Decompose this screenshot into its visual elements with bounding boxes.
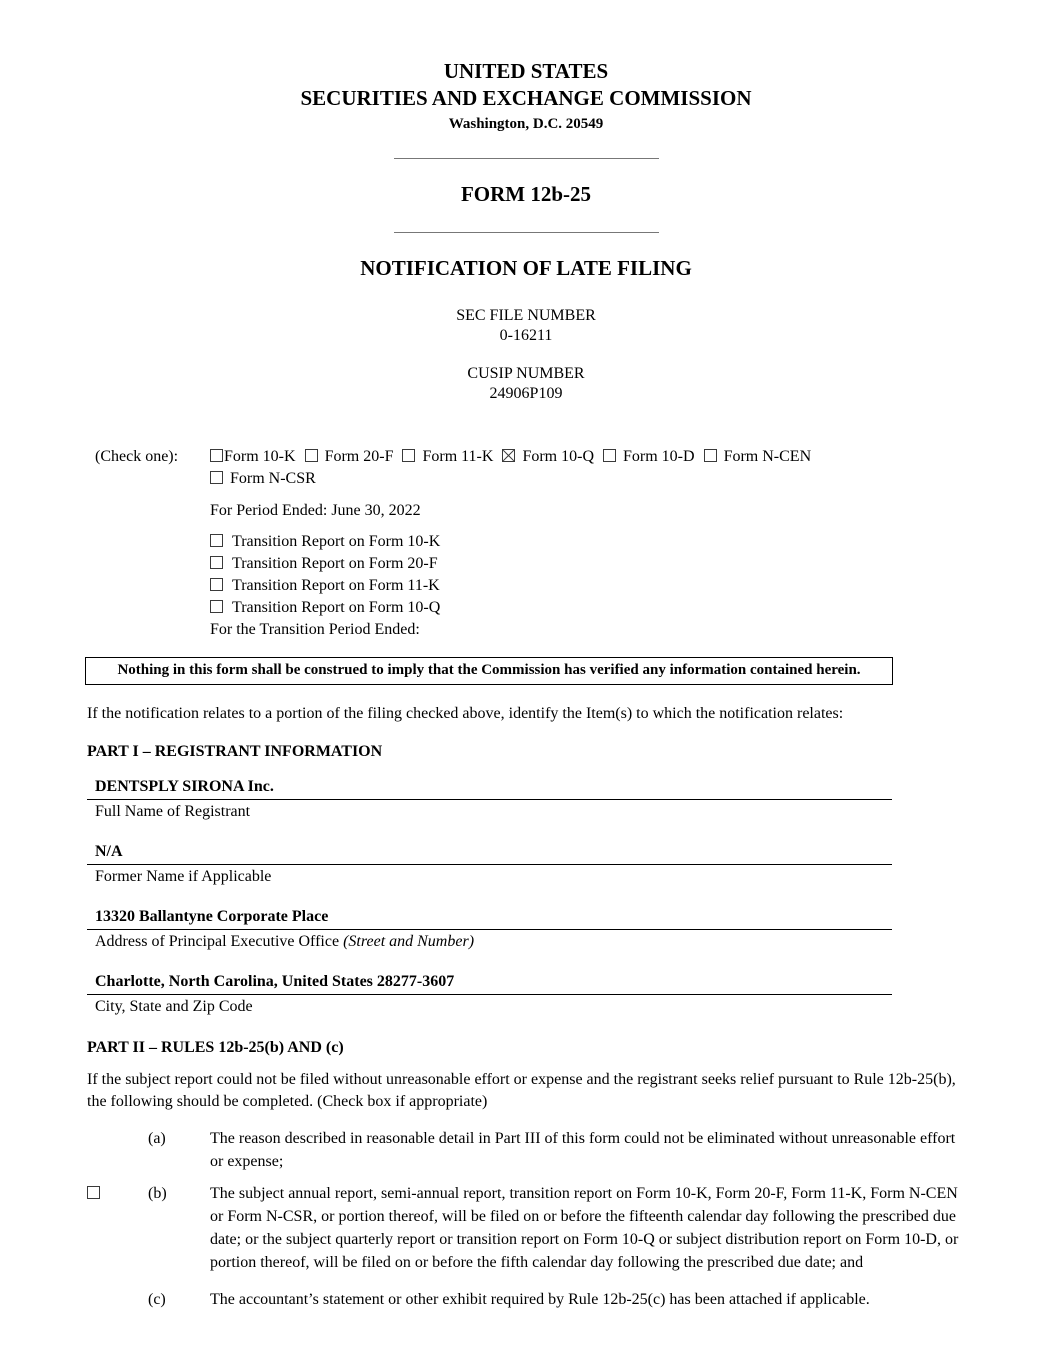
transition-report-label: Transition Report on Form 10-K bbox=[232, 533, 441, 550]
notification-title: NOTIFICATION OF LATE FILING bbox=[360, 256, 692, 280]
check-one-section bbox=[87, 446, 965, 641]
check-one-body bbox=[210, 446, 965, 641]
part2-item-c-letter: (c) bbox=[148, 1291, 166, 1308]
transition-period-label: For the Transition Period Ended: bbox=[210, 621, 420, 638]
period-ended-line: For Period Ended: June 30, 2022 bbox=[210, 502, 421, 519]
checkbox-icon[interactable] bbox=[704, 449, 717, 462]
commission-notice-box bbox=[85, 657, 893, 685]
option-label: Form 10-Q bbox=[522, 448, 594, 465]
sec-file-label: SEC FILE NUMBER bbox=[456, 307, 596, 324]
commission-notice-text: Nothing in this form shall be construed to imply that the Commission has verified any information contained herein. bbox=[117, 662, 861, 678]
address-caption bbox=[87, 932, 965, 952]
checkbox-icon[interactable] bbox=[402, 449, 415, 462]
part2-intro: If the subject report could not be filed without unreasonable effort or expense and the registrant seeks relief pursuant to Rule 12b-25(b), the following should be completed. (Check box if appropriate) bbox=[87, 1071, 956, 1110]
checkbox-icon[interactable] bbox=[87, 1186, 100, 1199]
part2-item-c-text: The accountant’s statement or other exhibit required by Rule 12b-25(c) has been attached if applicable. bbox=[210, 1291, 870, 1308]
option-label: Form N-CEN bbox=[723, 448, 812, 465]
part2-title: PART II – RULES 12b-25(b) AND (c) bbox=[87, 1039, 344, 1056]
transition-report-11k[interactable] bbox=[210, 575, 965, 597]
divider-rule-top bbox=[394, 158, 659, 159]
address-value: 13320 Ballantyne Corporate Place bbox=[87, 907, 892, 930]
form-title: FORM 12b-25 bbox=[460, 182, 592, 206]
part2-item-c bbox=[87, 1288, 965, 1311]
transition-report-list bbox=[210, 531, 965, 641]
option-form-n-cen[interactable] bbox=[704, 446, 812, 468]
checkbox-icon[interactable] bbox=[603, 449, 616, 462]
city-state-zip-field bbox=[87, 972, 965, 1017]
sec-file-number: 0-16211 bbox=[499, 327, 553, 344]
address-field bbox=[87, 907, 965, 952]
check-one-label: (Check one): bbox=[95, 448, 179, 465]
cusip-label: CUSIP NUMBER bbox=[467, 365, 585, 382]
transition-report-label: Transition Report on Form 11-K bbox=[232, 577, 440, 594]
document-header bbox=[87, 58, 965, 404]
part2-item-b-checkcol bbox=[87, 1182, 148, 1274]
address-caption-italic: (Street and Number) bbox=[343, 933, 475, 950]
city-state-zip-value: Charlotte, North Carolina, United States 28277-3607 bbox=[87, 972, 892, 995]
checkbox-icon[interactable] bbox=[210, 600, 223, 613]
former-name-field bbox=[87, 842, 965, 887]
checkbox-checked-icon[interactable] bbox=[502, 449, 515, 462]
checkbox-icon[interactable] bbox=[210, 578, 223, 591]
divider-rule-bottom bbox=[394, 232, 659, 233]
checkbox-icon[interactable] bbox=[305, 449, 318, 462]
former-name-value: N/A bbox=[87, 842, 892, 865]
option-label: Form 11-K bbox=[422, 448, 494, 465]
option-label: Form 20-F bbox=[324, 448, 394, 465]
part2-item-a bbox=[87, 1127, 965, 1173]
option-label: Form 10-K bbox=[224, 448, 296, 465]
option-form-10-q[interactable] bbox=[502, 446, 594, 468]
address-caption-text: Address of Principal Executive Office bbox=[95, 933, 340, 950]
checkbox-icon[interactable] bbox=[210, 449, 223, 462]
checkbox-icon[interactable] bbox=[210, 556, 223, 569]
cusip-number: 24906P109 bbox=[489, 385, 563, 402]
part2-item-b bbox=[87, 1182, 965, 1274]
united-states-title: UNITED STATES bbox=[443, 59, 609, 83]
transition-report-20f[interactable] bbox=[210, 553, 965, 575]
transition-report-label: Transition Report on Form 20-F bbox=[232, 555, 438, 572]
sec-commission-title: SECURITIES AND EXCHANGE COMMISSION bbox=[300, 86, 752, 110]
sec-address: Washington, D.C. 20549 bbox=[448, 116, 604, 132]
part2-item-b-letter: (b) bbox=[148, 1185, 167, 1202]
transition-report-10k[interactable] bbox=[210, 531, 965, 553]
sec-file-block bbox=[87, 306, 965, 346]
registrant-name-value: DENTSPLY SIRONA Inc. bbox=[87, 777, 892, 800]
transition-report-label: Transition Report on Form 10-Q bbox=[232, 599, 441, 616]
part2-item-a-checkcol bbox=[87, 1127, 148, 1173]
option-form-10-k[interactable] bbox=[210, 446, 296, 468]
city-state-zip-caption: City, State and Zip Code bbox=[95, 998, 253, 1015]
checkbox-icon[interactable] bbox=[210, 471, 223, 484]
part2-item-a-letter: (a) bbox=[148, 1130, 166, 1147]
option-label: Form 10-D bbox=[623, 448, 695, 465]
option-form-10-d[interactable] bbox=[603, 446, 695, 468]
notification-relates-line: If the notification relates to a portion of the filing checked above, identify the Item(s) to which the notification relates: bbox=[87, 705, 844, 722]
transition-report-10q[interactable] bbox=[210, 597, 965, 619]
form-type-options-row2 bbox=[210, 468, 965, 490]
option-label: Form N-CSR bbox=[230, 470, 316, 487]
registrant-name-field bbox=[87, 777, 965, 822]
cusip-block bbox=[87, 364, 965, 404]
part1-title: PART I – REGISTRANT INFORMATION bbox=[87, 743, 383, 760]
former-name-caption: Former Name if Applicable bbox=[95, 868, 272, 885]
part2-item-c-checkcol bbox=[87, 1288, 148, 1311]
registrant-name-caption: Full Name of Registrant bbox=[95, 803, 251, 820]
option-form-n-csr[interactable] bbox=[210, 468, 316, 490]
form-type-options-row bbox=[210, 446, 965, 468]
part2-item-a-text: The reason described in reasonable detail in Part III of this form could not be eliminated without unreasonable effort or expense; bbox=[210, 1130, 956, 1170]
option-form-11-k[interactable] bbox=[402, 446, 493, 468]
checkbox-icon[interactable] bbox=[210, 534, 223, 547]
option-form-20-f[interactable] bbox=[305, 446, 394, 468]
part2-item-b-text: The subject annual report, semi-annual report, transition report on Form 10-K, Form 20-F, Form 11-K, Form N-CEN or Form N-CSR, or portion thereof, will be filed on or before the fifteenth calendar day following the prescribed due date; or the subject quarterly report or transition report on Form 10-Q or subject distribution report on Form 10-D, or portion thereof, will be filed on or before the fifth calendar day following the prescribed due date; and bbox=[210, 1185, 959, 1271]
